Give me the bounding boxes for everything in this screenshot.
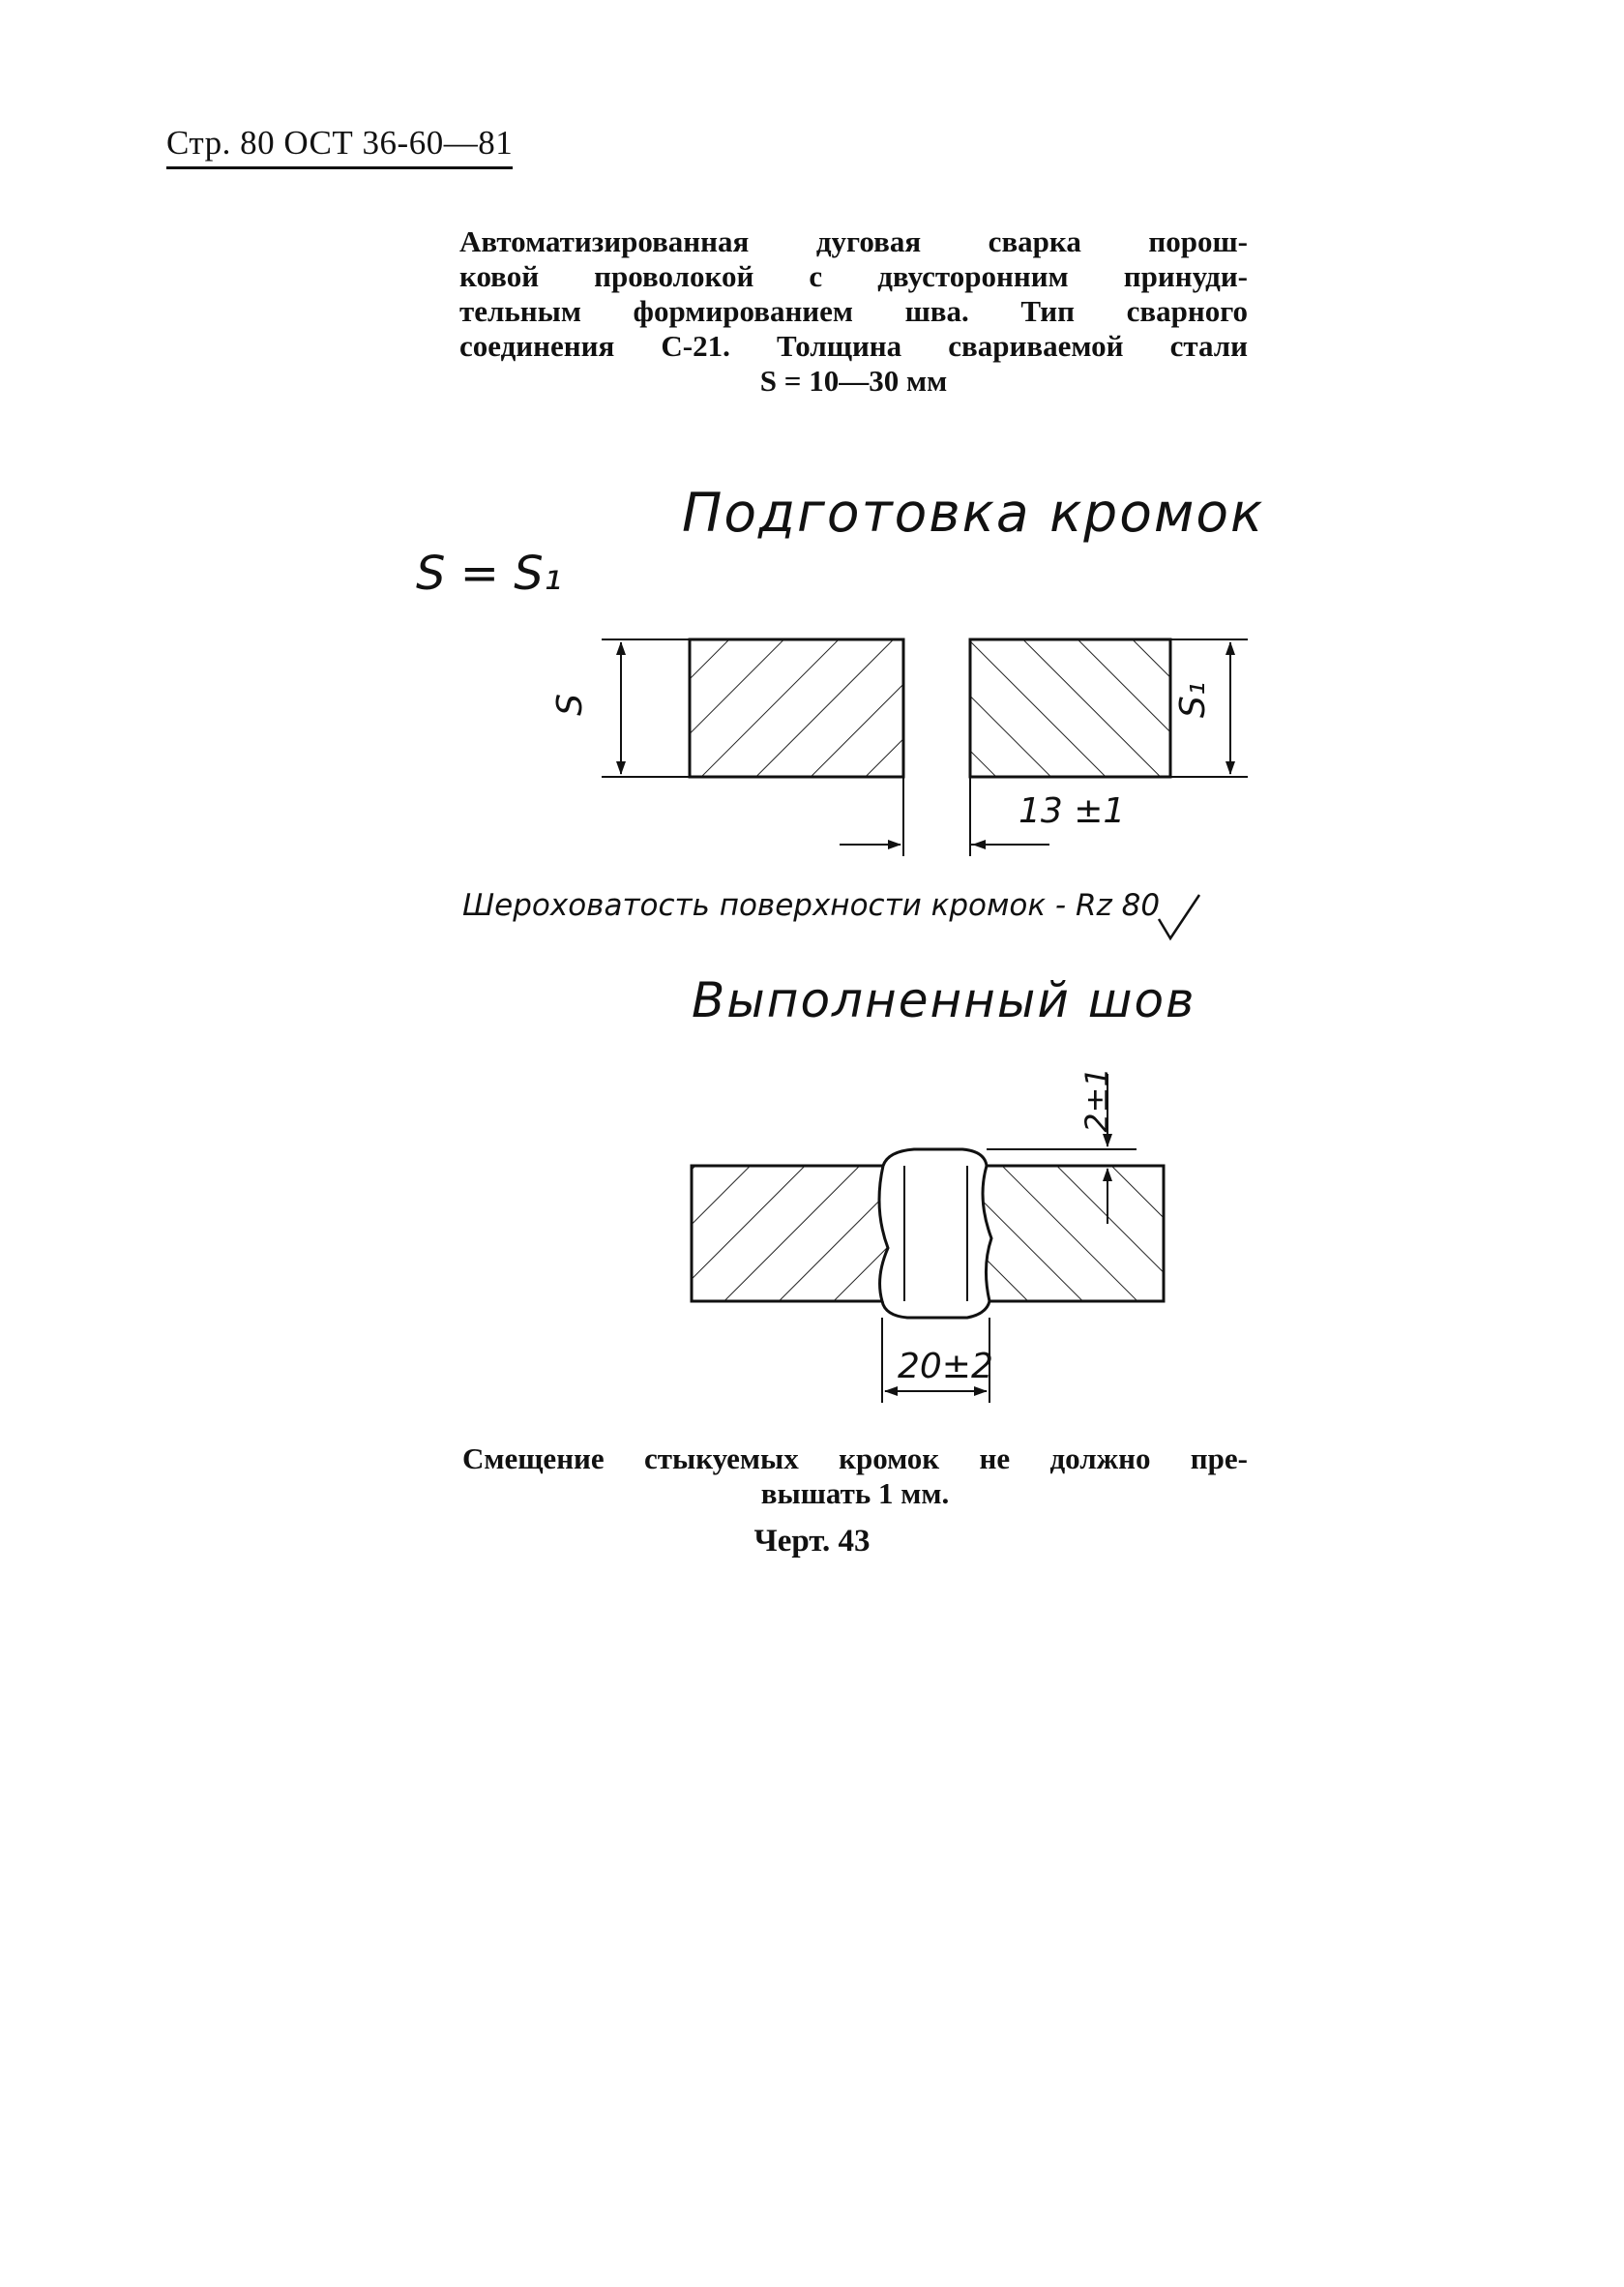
title-line: Автоматизированная дуговая сварка порош- bbox=[459, 224, 1248, 258]
welded-right-plate bbox=[983, 1166, 1164, 1301]
offset-note bbox=[462, 1441, 1248, 1511]
edge-preparation-heading: Подготовка кромок bbox=[682, 482, 1265, 544]
weld-bead bbox=[882, 1149, 989, 1318]
left-plate bbox=[690, 639, 903, 777]
title-line: соединения С-21. Толщина свариваемой стали bbox=[459, 329, 1248, 363]
thickness-equality: S = S₁ bbox=[416, 547, 562, 601]
right-plate bbox=[970, 639, 1170, 777]
title-line: тельным формированием шва. Тип сварного bbox=[459, 294, 1248, 328]
label-reinforcement: 2±1 bbox=[1078, 1067, 1115, 1133]
label-s: S bbox=[549, 694, 590, 716]
welded-left-plate bbox=[692, 1166, 888, 1301]
label-gap: 13 ±1 bbox=[1019, 791, 1126, 831]
title-line-thickness: S = 10—30 мм bbox=[759, 364, 948, 398]
dimension-s bbox=[602, 639, 690, 777]
label-width: 20±2 bbox=[898, 1347, 993, 1386]
note-line: Смещение стыкуемых кромок не должно пре- bbox=[462, 1441, 1248, 1475]
roughness-note: Шероховатость поверхности кромок - Rz 80 bbox=[462, 888, 1161, 923]
roughness-symbol bbox=[1159, 895, 1199, 938]
note-line: вышать 1 мм. bbox=[760, 1476, 950, 1510]
figure-caption: Черт. 43 bbox=[753, 1524, 871, 1559]
title-line: ковой проволокой с двусторонним принуди- bbox=[459, 259, 1248, 293]
label-s1: S₁ bbox=[1173, 681, 1214, 719]
page-header: Стр. 80 ОСТ 36-60—81 bbox=[166, 124, 513, 169]
completed-weld-heading: Выполненный шов bbox=[692, 972, 1196, 1028]
